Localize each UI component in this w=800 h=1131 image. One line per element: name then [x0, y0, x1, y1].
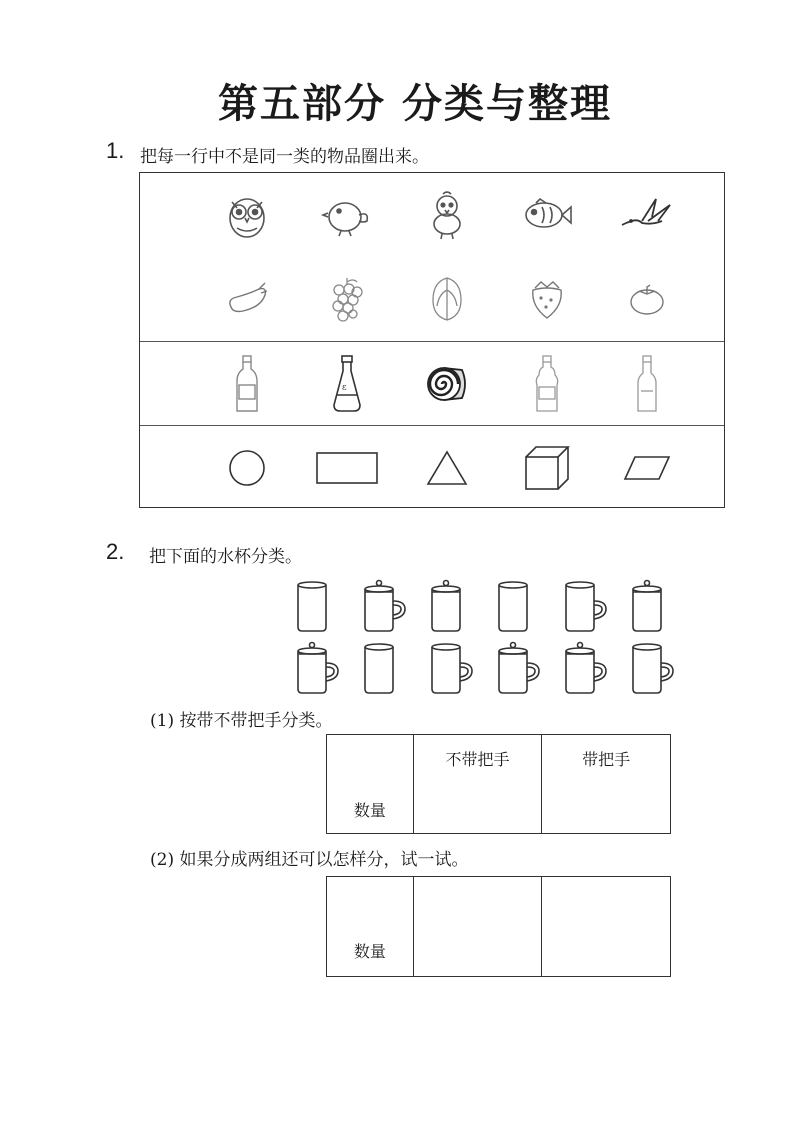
cup-icon[interactable]: [560, 579, 616, 635]
quantity-label: 数量: [353, 942, 386, 961]
bottle-icon[interactable]: [212, 348, 282, 420]
bottle-icon[interactable]: [512, 348, 582, 420]
cup-icon[interactable]: [493, 641, 549, 697]
circle-icon[interactable]: [212, 432, 282, 504]
parallelogram-icon[interactable]: [612, 432, 682, 504]
part-1-label: (1) 按带不带把手分类。: [150, 711, 333, 731]
no-handle-cell[interactable]: [413, 735, 542, 834]
cup-icon[interactable]: [292, 579, 348, 635]
cup-icon[interactable]: [426, 579, 482, 635]
quantity-label: 数量: [353, 801, 386, 820]
cup-icon[interactable]: [359, 641, 415, 697]
cups-area: [280, 575, 680, 700]
cabbage-icon[interactable]: [412, 263, 482, 335]
grapes-icon[interactable]: [312, 263, 382, 335]
cup-icon[interactable]: [560, 641, 616, 697]
quantity-label-cell: [327, 735, 414, 834]
goose-icon[interactable]: [612, 179, 682, 251]
quantity-label-cell: [327, 877, 414, 977]
chick-icon[interactable]: [312, 179, 382, 251]
group-a-cell[interactable]: [413, 877, 542, 977]
question-1-text: 把每一行中不是同一类的物品圈出来。: [140, 147, 429, 167]
with-handle-header: 带把手: [582, 750, 631, 769]
eggplant-icon[interactable]: [212, 263, 282, 335]
cup-icon[interactable]: [627, 579, 683, 635]
triangle-icon[interactable]: [412, 432, 482, 504]
cube-icon[interactable]: [512, 432, 582, 504]
part-2-label: (2) 如果分成两组还可以怎样分，试一试。: [150, 850, 469, 870]
row-animals: [140, 173, 724, 257]
bottle-icon[interactable]: [612, 348, 682, 420]
page-title: 第五部分 分类与整理: [218, 81, 612, 127]
cup-icon[interactable]: [359, 579, 415, 635]
classification-table-1: [326, 734, 671, 834]
owl-icon[interactable]: [212, 179, 282, 251]
question-2-text: 把下面的水杯分类。: [149, 547, 302, 567]
tomato-icon[interactable]: [612, 263, 682, 335]
svg-text:ε: ε: [342, 383, 347, 393]
cup-icon[interactable]: [627, 641, 683, 697]
row-containers: [140, 341, 724, 426]
row-produce: [140, 257, 724, 341]
chicken-icon[interactable]: [412, 179, 482, 251]
rectangle-icon[interactable]: [300, 432, 394, 504]
group-b-cell[interactable]: [542, 877, 671, 977]
question-1-picture-box: [139, 172, 725, 508]
cup-icon[interactable]: [493, 579, 549, 635]
no-handle-header: 不带把手: [445, 750, 510, 769]
flask-bottle-icon[interactable]: [312, 348, 382, 420]
with-handle-cell[interactable]: [542, 735, 671, 834]
cup-icon[interactable]: [426, 641, 482, 697]
swiss-roll-icon[interactable]: [412, 348, 482, 420]
fish-icon[interactable]: [512, 179, 582, 251]
strawberry-icon[interactable]: [512, 263, 582, 335]
row-shapes: [140, 425, 724, 510]
classification-table-2: [326, 876, 671, 977]
cup-icon[interactable]: [292, 641, 348, 697]
question-1-number: 1.: [106, 138, 125, 163]
question-2-number: 2.: [106, 539, 125, 564]
